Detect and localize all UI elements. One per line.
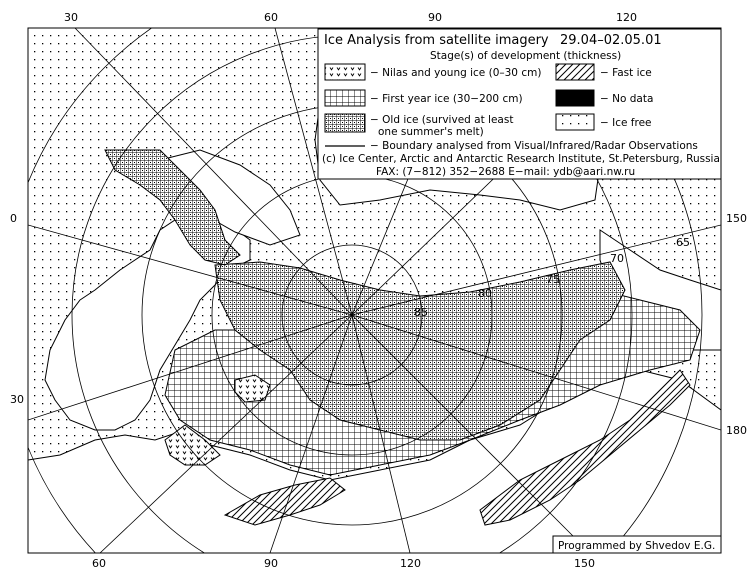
lon-left-30: 30 <box>10 393 24 406</box>
credit-contact: FAX: (7−812) 352−2688 E−mail: ydb@aari.nw.ru <box>376 166 636 178</box>
swatch-nilas <box>325 64 365 80</box>
lon-bottom-90: 90 <box>264 557 278 570</box>
legend-item-boundary: − Boundary analysed from Visual/Infrared/Radar Observations <box>370 140 698 152</box>
lon-top-120: 120 <box>616 11 637 24</box>
lat-label-85: 85 <box>414 306 428 319</box>
swatch-fast-ice <box>556 64 594 80</box>
lon-left-0: 0 <box>10 212 17 225</box>
swatch-ice-free <box>556 114 594 130</box>
credit-institute: (c) Ice Center, Arctic and Antarctic Research Institute, St.Petersburg, Russia <box>322 153 720 165</box>
legend-item-no-data: − No data <box>600 93 654 105</box>
legend-item-nilas: − Nilas and young ice (0–30 cm) <box>370 67 542 79</box>
programmer-box <box>553 536 721 553</box>
legend-date: 29.04–02.05.01 <box>560 33 662 48</box>
lat-label-75: 75 <box>546 273 560 286</box>
legend-item-old-ice-cont: one summer's melt) <box>378 126 484 138</box>
legend-box <box>318 29 721 179</box>
legend-item-first-year: − First year ice (30−200 cm) <box>370 93 523 105</box>
lon-bottom-150: 150 <box>574 557 595 570</box>
lon-right-180: 180 <box>726 424 747 437</box>
lon-top-30: 30 <box>64 11 78 24</box>
lon-right-150: 150 <box>726 212 747 225</box>
legend-title: Ice Analysis from satellite imagery <box>324 33 549 48</box>
swatch-no-data <box>556 90 594 106</box>
lon-top-60: 60 <box>264 11 278 24</box>
lat-label-80: 80 <box>478 287 492 300</box>
lat-label-70: 70 <box>610 252 624 265</box>
programmer-credit: Programmed by Shvedov E.G. <box>558 540 716 552</box>
legend-subtitle: Stage(s) of development (thickness) <box>430 50 622 62</box>
legend-item-ice-free: − Ice free <box>600 117 652 129</box>
lon-top-90: 90 <box>428 11 442 24</box>
swatch-old-ice <box>325 114 365 132</box>
lon-bottom-120: 120 <box>400 557 421 570</box>
lat-label-65: 65 <box>676 236 690 249</box>
swatch-first-year <box>325 90 365 106</box>
legend-item-fast-ice: − Fast ice <box>600 67 652 79</box>
legend-item-old-ice: − Old ice (survived at least <box>370 114 514 126</box>
lon-bottom-60: 60 <box>92 557 106 570</box>
